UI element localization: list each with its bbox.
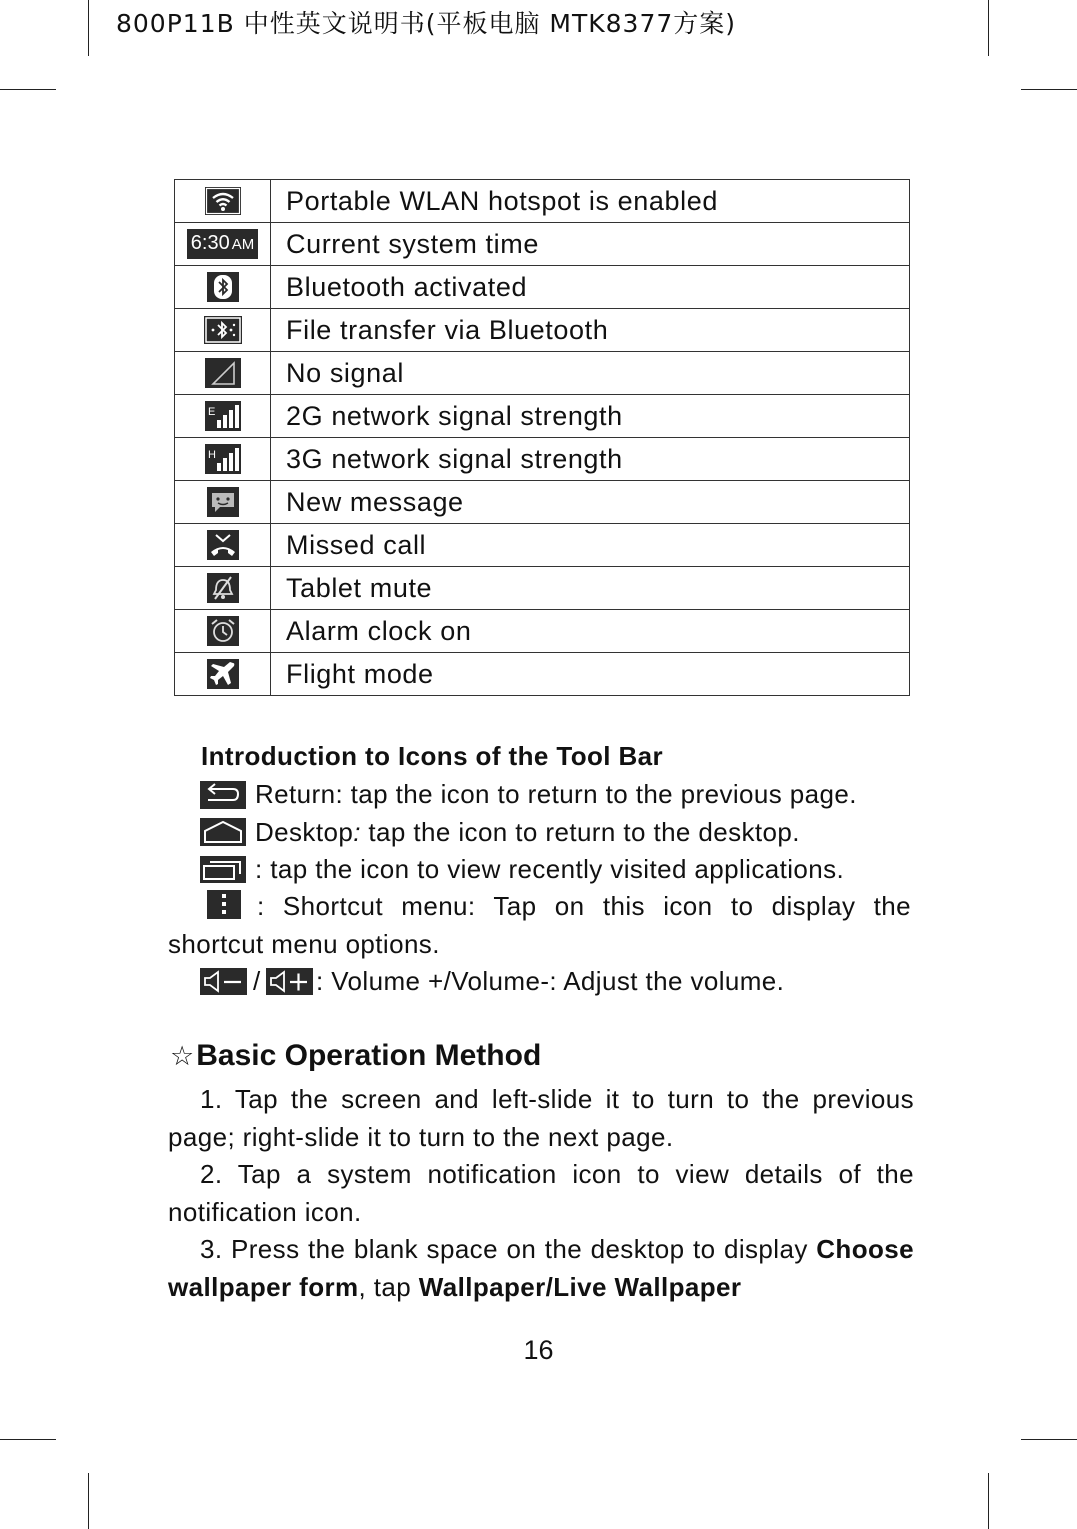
clock-time-badge: 6:30 AM — [187, 229, 258, 259]
no-signal-icon — [205, 358, 241, 388]
section-title: ☆Basic Operation Method — [170, 1039, 542, 1072]
table-row — [175, 180, 910, 223]
status-description: Alarm clock on — [271, 610, 910, 653]
status-description: Bluetooth activated — [271, 266, 910, 309]
bluetooth-transfer-icon — [204, 316, 242, 344]
crop-mark — [88, 1473, 89, 1529]
table-row — [175, 438, 910, 481]
status-description: Tablet mute — [271, 567, 910, 610]
crop-mark — [1021, 89, 1077, 90]
missed-call-icon — [207, 530, 239, 560]
table-row — [175, 223, 910, 266]
signal-3g-icon — [205, 444, 241, 474]
crop-mark — [988, 1473, 989, 1529]
status-description: Missed call — [271, 524, 910, 567]
shortcut-menu-description: : Shortcut menu: Tap on this icon to display the — [257, 891, 911, 921]
status-description: Flight mode — [271, 653, 910, 696]
table-row — [175, 309, 910, 352]
alarm-clock-icon — [207, 616, 239, 646]
crop-mark — [1021, 1439, 1077, 1440]
crop-mark — [0, 1439, 56, 1440]
signal-2g-icon — [205, 401, 241, 431]
return-description: Return: tap the icon to return to the previous page. — [255, 779, 857, 809]
return-icon — [200, 781, 246, 809]
table-row — [175, 481, 910, 524]
crop-mark — [988, 0, 989, 56]
status-description: Current system time — [271, 223, 910, 266]
table-row — [175, 610, 910, 653]
status-description: Portable WLAN hotspot is enabled — [271, 180, 910, 223]
recent-apps-description: : tap the icon to view recently visited applications. — [255, 854, 845, 884]
menu-dots-icon — [207, 890, 241, 919]
status-description: No signal — [271, 352, 910, 395]
shortcut-menu-description-cont: shortcut menu options. — [168, 929, 440, 959]
operation-step-2: 2. Tap a system notification icon to view details of the notification icon. — [168, 1159, 914, 1227]
svg-text:H: H — [207, 449, 216, 461]
volume-down-icon — [200, 968, 247, 995]
operation-step-1: 1. Tap the screen and left-slide it to turn to the previous page; right-slide it to turn to the next page. — [168, 1084, 914, 1152]
table-row — [175, 352, 910, 395]
status-description: 2G network signal strength — [271, 395, 910, 438]
desktop-description: Desktop: tap the icon to return to the desktop. — [255, 817, 800, 847]
status-icon-table — [174, 179, 910, 696]
status-description: 3G network signal strength — [271, 438, 910, 481]
document-header: 800P11B 中性英文说明书(平板电脑 MTK8377方案) — [116, 9, 737, 38]
crop-mark — [88, 0, 89, 56]
wifi-hotspot-icon — [205, 187, 241, 215]
bluetooth-icon — [207, 272, 239, 302]
table-row — [175, 567, 910, 610]
status-description: New message — [271, 481, 910, 524]
page-number: 16 — [523, 1335, 554, 1365]
volume-slash: / — [253, 966, 261, 996]
airplane-icon — [207, 659, 239, 689]
table-row — [175, 653, 910, 696]
svg-text:E: E — [207, 406, 215, 418]
home-icon — [200, 818, 246, 846]
volume-description: : Volume +/Volume-: Adjust the volume. — [316, 966, 785, 996]
recent-apps-icon — [200, 856, 246, 883]
mute-icon — [207, 573, 239, 603]
table-row — [175, 395, 910, 438]
volume-up-icon — [266, 968, 313, 995]
status-description: File transfer via Bluetooth — [271, 309, 910, 352]
star-icon: ☆ — [170, 1041, 195, 1072]
crop-mark — [0, 89, 56, 90]
table-row — [175, 266, 910, 309]
toolbar-heading: Introduction to Icons of the Tool Bar — [201, 741, 664, 771]
table-row — [175, 524, 910, 567]
operation-step-3: 3. Press the blank space on the desktop to display Choose wallpaper form, tap Wallpaper/Live Wallpaper — [168, 1234, 914, 1302]
message-icon — [207, 487, 239, 517]
